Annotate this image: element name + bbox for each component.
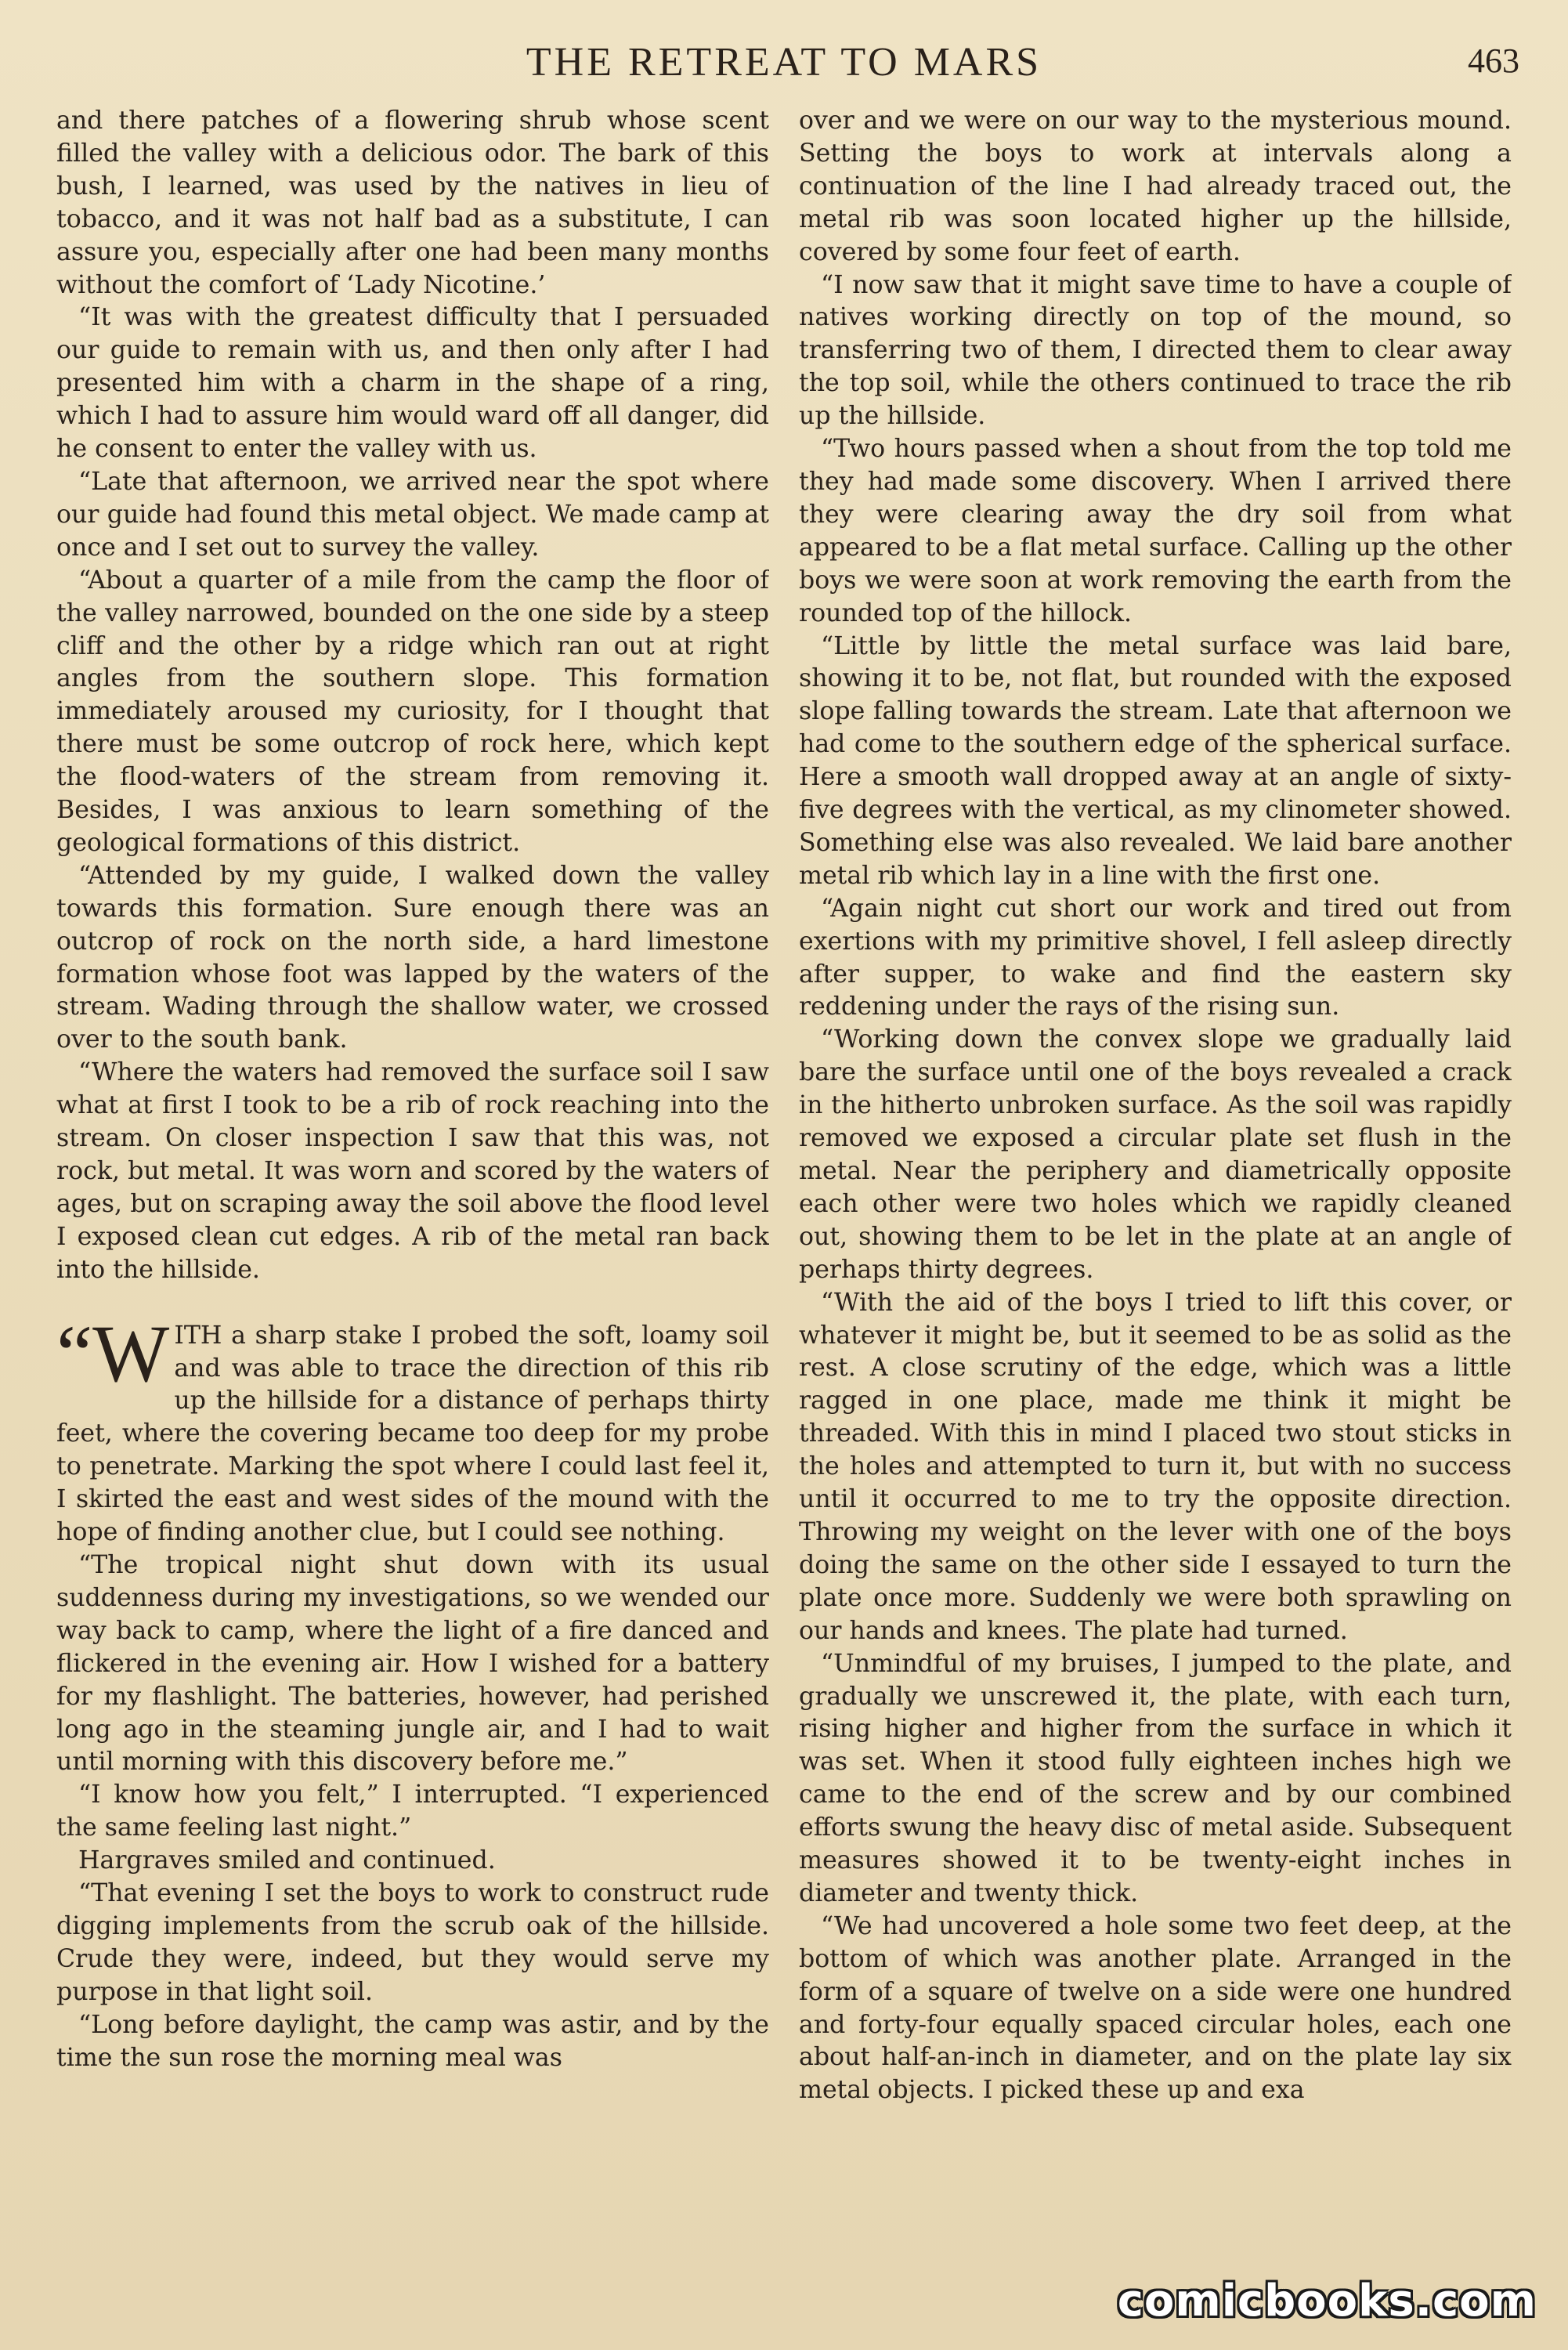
dropcap-paragraph bbox=[56, 1308, 769, 1549]
paragraph: “We had uncovered a hole some two feet deep, at the bottom of which was another plate. Arranged in the form of a square of twelve on a side were one hundred and forty-four equally spaced circular holes, each one about half-an-inch in diameter, and on the plate lay six metal objects. I picked these up and exa bbox=[799, 1911, 1512, 2105]
paragraph: “Two hours passed when a shout from the top told me they had made some discovery. When I arrived there they were clearing away the dry soil from what appeared to be a flat metal surface. Calling up the other boys we were soon at work removing the earth from the rounded top of the hillock. bbox=[799, 435, 1512, 627]
page-number: 463 bbox=[1468, 42, 1519, 80]
running-title: THE RETREAT TO MARS bbox=[526, 40, 1042, 85]
paragraph: “Long before daylight, the camp was astir, and by the time the sun rose the morning meal was bbox=[56, 2010, 769, 2072]
paragraph: “Unmindful of my bruises, I jumped to the plate, and gradually we unscrewed it, the plate, with each turn, rising higher and higher from the surface in which it was set. When it stood fully eighteen inches high we came to the end of the screw and by our combined efforts swung the heavy disc of metal aside. Subsequent measures showed it to be twenty-eight inches in diameter and twenty thick. bbox=[799, 1649, 1512, 1907]
paragraph: “Attended by my guide, I walked down the valley towards this formation. Sure enough there was an outcrop of rock on the north side, a hard limestone formation whose foot was lapped by the waters of the stream. Wading through the shallow water, we crossed over to the south bank. bbox=[56, 861, 769, 1054]
paragraph: “I now saw that it might save time to have a couple of natives working directly on top of the mound, so transferring two of them, I directed them to clear away the top soil, while the others continued to trace the rib up the hillside. bbox=[799, 270, 1512, 431]
paragraph: Hargraves smiled and continued. bbox=[78, 1846, 496, 1875]
right-column bbox=[799, 105, 1512, 2298]
paragraph: “Late that afternoon, we arrived near the spot where our guide had found this metal object. We made camp at once and I set out to survey the valley. bbox=[56, 467, 769, 562]
drop-cap-quote: “ bbox=[56, 1308, 93, 1399]
paragraph: “Again night cut short our work and tired out from exertions with my primitive shovel, I fell asleep directly after supper, to wake and find the eastern sky reddening under the rays of the rising sun. bbox=[799, 894, 1512, 1021]
paragraph: “About a quarter of a mile from the camp the floor of the valley narrowed, bounded on the one side by a steep cliff and the other by a ridge which ran out at right angles from the southern slope. This formation immediately aroused my curiosity, for I thought that there must be some outcrop of rock here, which kept the flood-waters of the stream from removing it. Besides, I was anxious to learn something of the geological formations of this district. bbox=[56, 566, 769, 857]
page-header bbox=[0, 39, 1568, 94]
paragraph: “Where the waters had removed the surface soil I saw what at first I took to be a rib of rock reaching into the stream. On closer inspection I saw that this was, not rock, but metal. It was worn and scored by the waters of ages, but on scraping away the soil above the flood level I exposed clean cut edges. A rib of the metal ran back into the hillside. bbox=[56, 1058, 769, 1284]
paragraph: “I know how you felt,” I interrupted. “I experienced the same feeling last night.” bbox=[56, 1781, 769, 1842]
paragraph: over and we were on our way to the mysterious mound. Setting the boys to work at intervals along a continuation of the line I had already traced out, the metal rib was soon located higher up the hillside, covered by some four feet of earth. bbox=[799, 107, 1512, 266]
drop-cap bbox=[56, 1308, 170, 1399]
paragraph: “That evening I set the boys to work to construct rude digging implements from the scrub oak of the hillside. Crude they were, indeed, but they would serve my purpose in that light soil. bbox=[56, 1879, 769, 2006]
paragraph: “With the aid of the boys I tried to lift this cover, or whatever it might be, but it seemed to be as solid as the rest. A close scrutiny of the edge, which was a little ragged in one place, made me think it might be threaded. With this in mind I placed two stout sticks in the holes and attempted to turn it, but with no success until it occurred to me to try the opposite direction. Throwing my weight on the lever with one of the boys doing the same on the other side I essayed to turn the plate once more. Suddenly we were both sprawling on our hands and knees. The plate had turned. bbox=[799, 1288, 1512, 1645]
paragraph: “The tropical night shut down with its usual suddenness during my investigations, so we wended our way back to camp, where the light of a fire danced and flickered in the evening air. How I wished for a battery for my flashlight. The batteries, however, had perished long ago in the steaming jungle air, and I had to wait until morning with this discovery before me.” bbox=[56, 1550, 769, 1777]
left-column bbox=[56, 105, 769, 2298]
site-watermark: comicbooks.com bbox=[1117, 2276, 1537, 2326]
paragraph: “Working down the convex slope we gradually laid bare the surface until one of the boys revealed a crack in the hitherto unbroken surface. As the soil was rapidly removed we exposed a circular plate set flush in the metal. Near the periphery and diametrically opposite each other were two holes which we rapidly cleaned out, showing them to be let in the plate at an angle of perhaps thirty degrees. bbox=[799, 1025, 1512, 1284]
paragraph: “Little by little the metal surface was laid bare, showing it to be, not flat, but rounded with the exposed slope falling towards the stream. Late that afternoon we had come to the southern edge of the spherical surface. Here a smooth wall dropped away at an angle of sixty-five degrees with the vertical, as my clinometer showed. Something else was also revealed. We laid bare another metal rib which lay in a line with the first one. bbox=[799, 631, 1512, 890]
paragraph: “It was with the greatest difficulty that I persuaded our guide to remain with us, and then only after I had presented him with a charm in the shape of a ring, which I had to assure him would ward off all danger, did he consent to enter the valley with us. bbox=[56, 303, 769, 464]
drop-cap-letter: W bbox=[92, 1308, 170, 1399]
paragraph: and there patches of a flowering shrub whose scent filled the valley with a delicious odor. The bark of this bush, I learned, was used by the natives in lieu of tobacco, and it was not half bad as a substitute, I can assure you, especially after one had been many months without the comfort of ‘Lady Nicotine.’ bbox=[56, 107, 769, 299]
paragraph-text: ITH a sharp stake I probed the soft, loamy soil and was able to trace the direction of this rib up the hillside for a distance of perhaps thirty feet, where the covering became too deep for my probe to penetrate. Marking the spot where I could last feel it, I skirted the east and west sides of the mound with the hope of finding another clue, but I could see nothing. bbox=[56, 1321, 769, 1547]
